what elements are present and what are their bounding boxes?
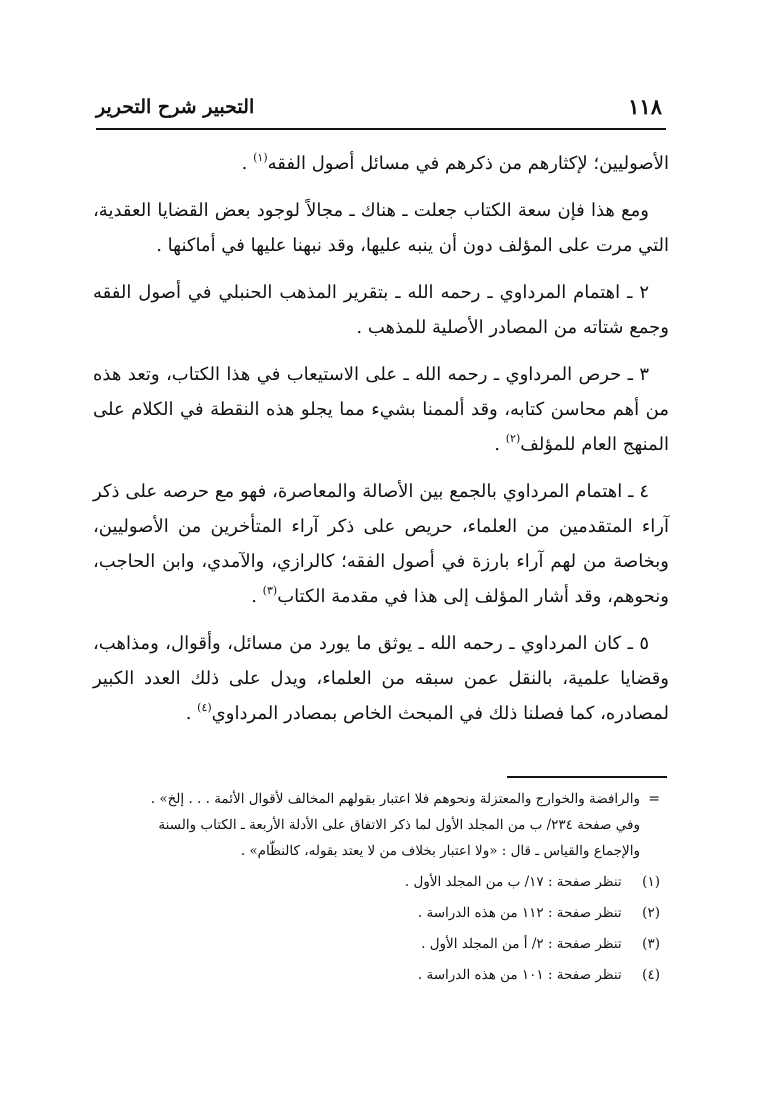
footnote-text: تنظر صفحة : ١٧/ ب من المجلد الأول . xyxy=(404,874,622,890)
page-number: ١١٨ xyxy=(628,94,662,119)
paragraph-text: ومع هذا فإن سعة الكتاب جعلت ـ هناك ـ مجالاً لوجود بعض القضايا العقدية، التي مرت على المؤلف دون أن ينبه عليها، وقد نبهنا عليها في أماكنها . xyxy=(93,200,669,256)
paragraph xyxy=(93,193,669,263)
footnote-ref: (١) xyxy=(253,151,268,164)
footnote-continuation xyxy=(100,786,660,864)
paragraph-text: الأصوليين؛ لإكثارهم من ذكرهم في مسائل أصول الفقه xyxy=(267,153,669,174)
paragraph xyxy=(93,357,669,462)
footnote xyxy=(100,931,660,957)
footnotes xyxy=(100,786,660,988)
paragraph-text: ٤ ـ اهتمام المرداوي بالجمع بين الأصالة والمعاصرة، فهو مع حرصه على ذكر آراء المتقدمين من العلماء، حريص على ذكر آراء المتأخرين من الأصوليين، وبخاصة من لهم آراء بارزة في أصول الفقه؛ كالرازي، والآمدي، وابن الحاجب، ونحوهم، وقد أشار المؤلف إلى هذا في مقدمة الكتاب xyxy=(93,481,669,607)
paragraph xyxy=(93,626,669,731)
paragraph-text: ٣ ـ حرص المرداوي ـ رحمه الله ـ على الاستيعاب في هذا الكتاب، وتعد هذه من أهم محاسن كتابه، وقد ألممنا بشيء مما يجلو هذه النقطة في الكلام على المنهج العام للمؤلف xyxy=(93,364,669,455)
running-title: التحبير شرح التحرير xyxy=(96,96,255,118)
footnote-ref: (٢) xyxy=(505,432,521,445)
paragraph xyxy=(93,474,669,614)
footnote-line: وفي صفحة ٢٣٤/ ب من المجلد الأول لما ذكر الاتفاق على الأدلة الأربعة ـ الكتاب والسنة xyxy=(158,817,640,833)
footnote-number: (٤) xyxy=(642,967,660,983)
paragraph-text: ٥ ـ كان المرداوي ـ رحمه الله ـ يوثق ما يورد من مسائل، وأقوال، ومذاهب، وقضايا علمية، بالنقل عمن سبقه من العلماء، ويدل على ذلك العدد الكبير لمصادره، كما فصلنا ذلك في المبحث الخاص بمصادر المرداوي xyxy=(93,633,669,724)
paragraph xyxy=(93,275,669,345)
footnote xyxy=(100,869,660,895)
footnote-ref: (٣) xyxy=(262,584,278,597)
footnote-line: والرافضة والخوارج والمعتزلة ونحوهم فلا اعتبار بقولهم المخالف لأقوال الأئمة . . . إلخ» . xyxy=(150,791,640,807)
footnote-ref: (٤) xyxy=(197,701,212,714)
period: . xyxy=(185,703,198,724)
paragraph xyxy=(93,146,669,181)
footnote-text: تنظر صفحة : ١١٢ من هذه الدراسة . xyxy=(417,905,622,921)
footnote-separator xyxy=(507,776,667,778)
running-header xyxy=(96,92,666,130)
footnote-text: تنظر صفحة : ١٠١ من هذه الدراسة . xyxy=(417,967,622,983)
period: . xyxy=(251,586,263,607)
period: . xyxy=(241,153,254,174)
main-text xyxy=(93,146,669,743)
footnote xyxy=(100,962,660,988)
continuation-mark: = xyxy=(648,791,660,807)
paragraph-text: ٢ ـ اهتمام المرداوي ـ رحمه الله ـ بتقرير المذهب الحنبلي في أصول الفقه وجمع شتاته من المصادر الأصلية للمذهب . xyxy=(93,282,669,338)
footnote-line: والإجماع والقياس ـ قال : «ولا اعتبار بخلاف من لا يعتد بقوله، كالنظّام» . xyxy=(240,843,640,859)
footnote-number: (٣) xyxy=(642,936,660,952)
footnote xyxy=(100,900,660,926)
period: . xyxy=(494,434,506,455)
footnote-number: (٢) xyxy=(642,905,660,921)
footnote-number: (١) xyxy=(642,874,660,890)
footnote-text: تنظر صفحة : ٢/ أ من المجلد الأول . xyxy=(421,936,622,952)
